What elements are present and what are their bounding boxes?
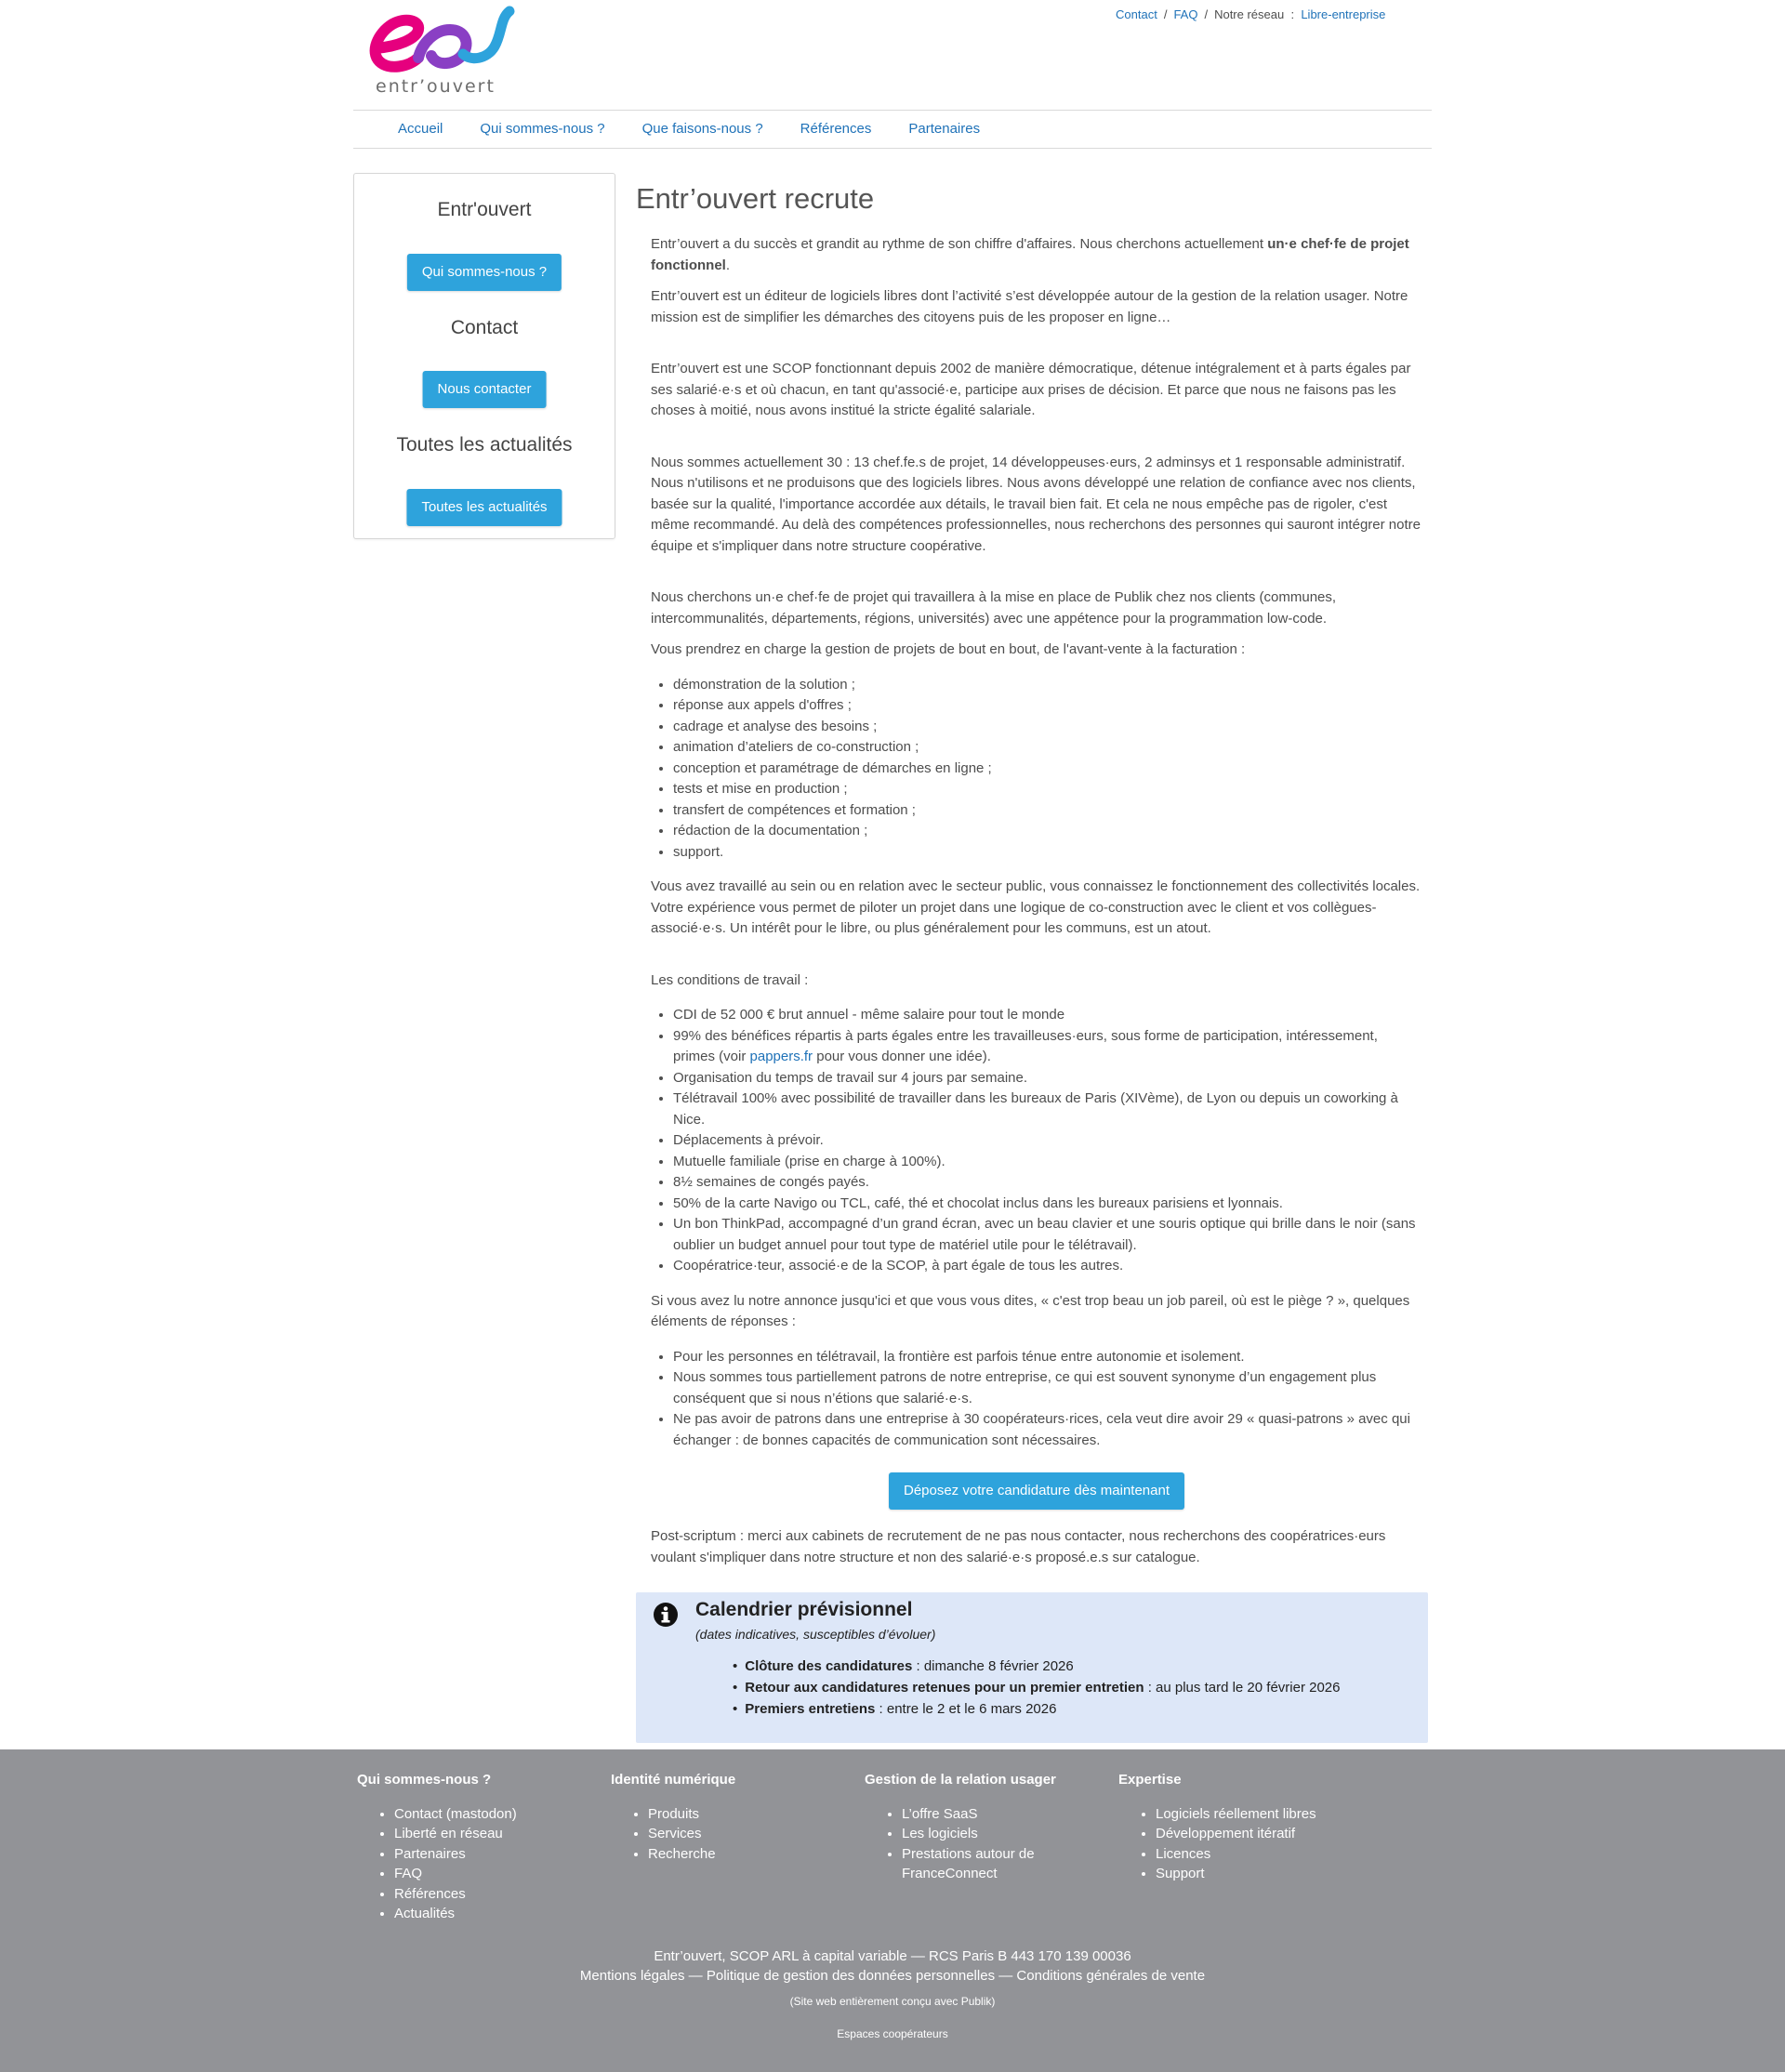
nous-contacter-button[interactable]: Nous contacter xyxy=(423,371,547,408)
list-item: • CDI de 52 000 € brut annuel - même salaire pour tout le monde xyxy=(673,1005,1422,1026)
nav-accueil[interactable]: Accueil xyxy=(398,120,443,137)
main-nav xyxy=(353,110,1432,149)
sidebar-title-actualites: Toutes les actualités xyxy=(396,434,573,455)
nav-qui-sommes-nous[interactable]: Qui sommes-nous ? xyxy=(480,120,605,137)
mentions-legales-link[interactable]: Mentions légales xyxy=(579,1968,685,1984)
list-item xyxy=(673,1026,1422,1068)
list-item: • 8½ semaines de congés payés. xyxy=(673,1172,1422,1194)
footer-link[interactable]: Services xyxy=(648,1826,702,1841)
condition-text: 99% des bénéfices répartis à parts égales entre les travailleuses·eurs, sous forme de participation, intéressement, primes (voir xyxy=(673,1027,1378,1064)
toutes-actualites-button[interactable]: Toutes les actualités xyxy=(406,489,562,526)
footer-link[interactable]: Liberté en réseau xyxy=(394,1826,503,1841)
list-item: • Organisation du temps de travail sur 4 jours par semaine. xyxy=(673,1068,1422,1089)
calendar-item-value: : au plus tard le 20 février 2026 xyxy=(1144,1680,1341,1696)
footer-column-title: Expertise xyxy=(1118,1772,1182,1788)
separator: — xyxy=(995,1968,1017,1984)
paragraph: Nous sommes actuellement 30 : 13 chef.fe.s de projet, 14 développeuses·eurs, 2 adminsys et 1 responsable administratif. Nous n'utilisons et ne produisons que des logiciels libres. Nous avons développé une relation de confiance avec nos clients, basée sur la qualité, l'importance accordée aux détails, le travail bien fait. Et cela ne nous empêche pas de rigoler, c'est même recommandé. Au delà des compétences professionnelles, nous recherchons des personnes qui sauront intégrer notre équipe et s'impliquer dans notre structure coopérative. xyxy=(651,454,1421,554)
footer-link[interactable]: Support xyxy=(1156,1866,1205,1881)
footer-link[interactable]: Les logiciels xyxy=(902,1826,978,1841)
footer-column-title: Gestion de la relation usager xyxy=(865,1772,1056,1788)
calendar-item xyxy=(733,1698,1341,1720)
paragraph: Si vous avez lu notre annonce jusqu'ici et que vous vous dites, « c'est trop beau un job pareil, où est le piège ? », quelques éléments de réponses : xyxy=(651,1292,1410,1329)
footer-coop xyxy=(0,2024,1785,2045)
paragraph: Entr’ouvert est une SCOP fonctionnant depuis 2002 de manière démocratique, détenue intégralement et à parts égales par ses salarié·e·s et où chacun, en tant qu'associé·e, participe aux prises de décision. Et parce que nous ne faisons pas les choses à moitié, nous avons institué la stricte égalité salariale. xyxy=(651,361,1411,418)
calendar-title: Calendrier prévisionnel xyxy=(695,1599,913,1620)
publik-note: (Site web entièrement conçu avec Publik) xyxy=(789,1995,996,2008)
paragraph: Vous avez travaillé au sein ou en relation avec le secteur public, vous connaissez le fonctionnement des collectivités locales. Votre expérience vous permet de piloter un projet dans une logique de co-construction avec le client et vos collègues-associé·e·s. Un intérêt pour le libre, ou plus généralement pour les communs, est un atout. xyxy=(651,878,1421,936)
network-label: Notre réseau xyxy=(1214,7,1285,21)
list-item: • Pour les personnes en télétravail, la frontière est parfois ténue entre autonomie et isolement. xyxy=(673,1347,1422,1368)
libre-entreprise-link[interactable]: Libre-entreprise xyxy=(1301,7,1386,21)
list-item: • Coopératrice·teur, associé·e de la SCOP, à part égale de tous les autres. xyxy=(673,1256,1422,1277)
footer-link[interactable]: Actualités xyxy=(394,1906,456,1921)
cta-wrapper xyxy=(651,1472,1422,1510)
sidebar xyxy=(353,173,615,539)
colon: : xyxy=(1290,7,1295,21)
list-item: • tests et mise en production ; xyxy=(673,779,1422,800)
separator: — xyxy=(684,1968,707,1984)
footer-link[interactable]: Partenaires xyxy=(394,1845,466,1862)
list-item: • Déplacements à prévoir. xyxy=(673,1130,1422,1152)
paragraph: Vous prendrez en charge la gestion de projets de bout en bout, de l'avant-vente à la facturation : xyxy=(651,641,1246,657)
footer-columns xyxy=(357,1770,1372,1924)
intro-strong: un·e chef·fe de projet fonctionnel xyxy=(651,236,1409,273)
footer-link[interactable]: Contact (mastodon) xyxy=(394,1805,517,1822)
nav-que-faisons-nous[interactable]: Que faisons-nous ? xyxy=(641,120,763,137)
list-item: • conception et paramétrage de démarches en ligne ; xyxy=(673,759,1422,780)
legal-links xyxy=(0,1966,1785,1986)
footer-link[interactable]: Prestations autour de FranceConnect xyxy=(902,1845,1035,1881)
calendar-list xyxy=(733,1656,1341,1720)
footer-column xyxy=(357,1770,611,1924)
calendar-box xyxy=(636,1592,1428,1743)
list-item: • démonstration de la solution ; xyxy=(673,675,1422,696)
calendar-item-label: Retour aux candidatures retenues pour un premier entretien xyxy=(745,1680,1144,1696)
calendar-item xyxy=(733,1656,1341,1677)
footer xyxy=(0,1749,1785,2072)
calendar-item-value: : dimanche 8 février 2026 xyxy=(912,1658,1074,1674)
logo-text: entr’ouvert xyxy=(376,76,496,97)
footer-column xyxy=(611,1770,865,1924)
nav-references[interactable]: Références xyxy=(800,120,872,137)
footer-column-title: Qui sommes-nous ? xyxy=(357,1772,492,1788)
list-item: • rédaction de la documentation ; xyxy=(673,821,1422,842)
footer-link[interactable]: L’offre SaaS xyxy=(902,1805,978,1822)
footer-link[interactable]: Développement itératif xyxy=(1156,1826,1296,1841)
logo-mark-icon xyxy=(361,6,519,80)
cgv-link[interactable]: Conditions générales de vente xyxy=(1016,1968,1206,1984)
calendar-item-value: : entre le 2 et le 6 mars 2026 xyxy=(875,1701,1057,1717)
contact-link[interactable]: Contact xyxy=(1116,7,1157,21)
calendar-item-label: Clôture des candidatures xyxy=(745,1658,913,1674)
list-item: • support. xyxy=(673,842,1422,864)
list-item: • transfert de compétences et formation ; xyxy=(673,800,1422,822)
list-item: • Ne pas avoir de patrons dans une entreprise à 30 coopérateurs·rices, cela veut dire avoir 29 « quasi-patrons » avec qui échanger : de bonnes capacités de communication sont nécessaires. xyxy=(673,1409,1422,1451)
paragraph: Nous cherchons un·e chef·fe de projet qui travaillera à la mise en place de Publik chez nos clients (communes, intercommunalités, départements, régions, universités) avec une appétence pour la programmation low-code. xyxy=(651,589,1337,627)
faq-link[interactable]: FAQ xyxy=(1173,7,1198,21)
footer-column xyxy=(1118,1770,1372,1924)
footer-column xyxy=(865,1770,1118,1924)
separator: / xyxy=(1204,7,1209,21)
legal-line: Entr’ouvert, SCOP ARL à capital variable — RCS Paris B 443 170 139 00036 xyxy=(654,1948,1131,1964)
sidebar-title-contact: Contact xyxy=(450,317,519,338)
footer-column-title: Identité numérique xyxy=(611,1772,736,1788)
info-icon xyxy=(653,1602,679,1635)
footer-legal xyxy=(0,1947,1785,1986)
apply-button[interactable]: Déposez votre candidature dès maintenant xyxy=(889,1472,1184,1510)
list-item: • cadrage et analyse des besoins ; xyxy=(673,717,1422,738)
main-content xyxy=(636,177,1432,1743)
footer-link[interactable]: Recherche xyxy=(648,1845,716,1862)
list-item: • Nous sommes tous partiellement patrons de notre entreprise, ce qui est souvent synonyme d’un engagement plus conséquent que si nous n’étions que salarié·e·s. xyxy=(673,1367,1422,1409)
answers-list xyxy=(651,1347,1422,1452)
tasks-list xyxy=(651,675,1422,864)
list-item: • Télétravail 100% avec possibilité de travailler dans les bureaux de Paris (XIVème), de Lyon ou depuis un coworking à Nice. xyxy=(673,1089,1422,1130)
intro-paragraph xyxy=(651,234,1422,276)
intro-text: Entr’ouvert a du succès et grandit au rythme de son chiffre d'affaires. Nous cherchons actuellement xyxy=(651,236,1268,252)
nav-partenaires[interactable]: Partenaires xyxy=(908,120,981,137)
intro-end: . xyxy=(725,257,730,273)
calendar-item xyxy=(733,1677,1341,1698)
footer-link[interactable]: Références xyxy=(394,1885,466,1902)
list-item: • réponse aux appels d'offres ; xyxy=(673,695,1422,717)
article-body xyxy=(651,234,1422,1568)
postscript: Post-scriptum : merci aux cabinets de recrutement de ne pas nous contacter, nous recherchons des coopératrices·eurs voulant s'impliquer dans notre structure et non des salarié·e·s proposé.e.s sur catalogue. xyxy=(651,1528,1386,1565)
sidebar-title-entrouvert: Entr'ouvert xyxy=(437,199,532,220)
footer-link[interactable]: Produits xyxy=(648,1805,700,1822)
conditions-list xyxy=(651,1005,1422,1277)
paragraph: Entr’ouvert est un éditeur de logiciels libres dont l’activité s’est développée autour de la gestion de la relation usager. Notre mission est de simplifier les démarches des citoyens puis de les proposer en ligne… xyxy=(651,288,1408,325)
paragraph: Les conditions de travail : xyxy=(651,971,809,988)
calendar-item-label: Premiers entretiens xyxy=(745,1701,876,1717)
qui-sommes-nous-button[interactable]: Qui sommes-nous ? xyxy=(407,254,562,291)
top-links xyxy=(1116,5,1385,26)
calendar-subtitle: (dates indicatives, susceptibles d’évoluer) xyxy=(695,1627,936,1642)
list-item: • animation d’ateliers de co-construction ; xyxy=(673,737,1422,759)
footer-link[interactable]: Logiciels réellement libres xyxy=(1156,1805,1316,1822)
separator: / xyxy=(1163,7,1168,21)
pappers-link[interactable]: pappers.fr xyxy=(749,1049,813,1064)
page-title: Entr’ouvert recrute xyxy=(636,182,875,215)
privacy-policy-link[interactable]: Politique de gestion des données personnelles xyxy=(706,1968,996,1984)
footer-link[interactable]: Licences xyxy=(1156,1845,1211,1862)
list-item: • Mutuelle familiale (prise en charge à 100%). xyxy=(673,1152,1422,1173)
footer-link[interactable]: FAQ xyxy=(394,1866,423,1881)
list-item: • 50% de la carte Navigo ou TCL, café, thé et chocolat inclus dans les bureaux parisiens et lyonnais. xyxy=(673,1194,1422,1215)
condition-text: pour vous donner une idée). xyxy=(813,1049,991,1064)
espaces-cooperateurs-link[interactable]: Espaces coopérateurs xyxy=(837,2027,948,2040)
list-item: • Un bon ThinkPad, accompagné d’un grand écran, avec un beau clavier et une souris optique qui brille dans le noir (sans oublier un budget annuel pour tout type de matériel utile pour le télétravail). xyxy=(673,1214,1422,1256)
